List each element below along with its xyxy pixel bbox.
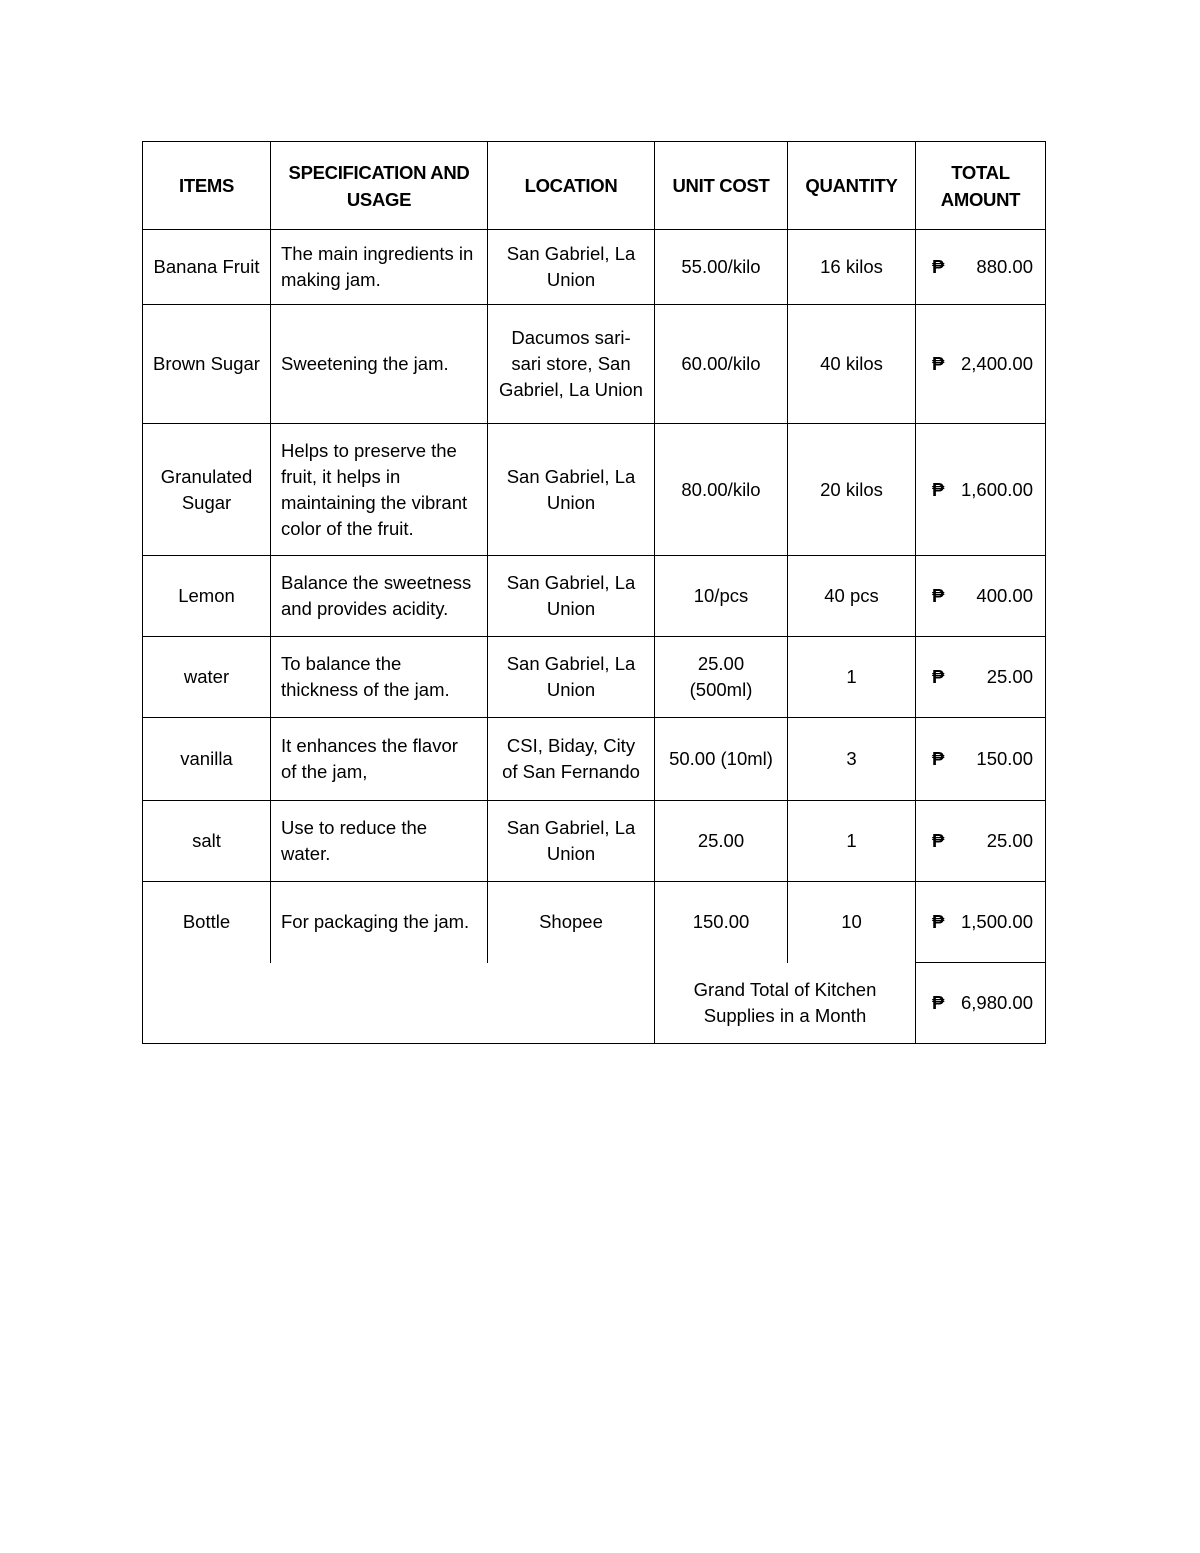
spec-cell: Use to reduce the water. xyxy=(271,801,488,882)
peso-sign: ₱ xyxy=(932,748,945,769)
table-row xyxy=(143,801,1046,882)
peso-sign: ₱ xyxy=(932,666,945,687)
table-row xyxy=(143,230,1046,305)
location-cell: San Gabriel, La Union xyxy=(488,801,655,882)
total-value: 25.00 xyxy=(986,830,1033,851)
spec-cell: Sweetening the jam. xyxy=(271,305,488,424)
item-cell: water xyxy=(143,637,271,718)
spec-cell: For packaging the jam. xyxy=(271,882,488,963)
total-amount-cell xyxy=(916,556,1046,637)
total-amount-cell xyxy=(916,305,1046,424)
location-cell: San Gabriel, La Union xyxy=(488,556,655,637)
total-amount-cell xyxy=(916,230,1046,305)
grand-total-label: Grand Total of Kitchen Supplies in a Month xyxy=(655,963,916,1044)
location-cell: San Gabriel, La Union xyxy=(488,637,655,718)
unit-cost-cell: 25.00 (500ml) xyxy=(655,637,788,718)
header-specification: SPECIFICATION AND USAGE xyxy=(271,142,488,230)
location-cell: San Gabriel, La Union xyxy=(488,424,655,556)
peso-sign: ₱ xyxy=(932,353,945,374)
total-amount-cell xyxy=(916,718,1046,801)
grand-total-row xyxy=(143,963,1046,1044)
item-cell: Brown Sugar xyxy=(143,305,271,424)
location-cell: San Gabriel, La Union xyxy=(488,230,655,305)
table-row xyxy=(143,424,1046,556)
unit-cost-cell: 80.00/kilo xyxy=(655,424,788,556)
total-amount-cell xyxy=(916,801,1046,882)
table-row xyxy=(143,718,1046,801)
total-amount-cell xyxy=(916,424,1046,556)
table-row xyxy=(143,882,1046,963)
peso-sign: ₱ xyxy=(932,992,945,1013)
table-row xyxy=(143,556,1046,637)
total-value: 1,600.00 xyxy=(960,478,1033,500)
grand-total-blank xyxy=(143,963,655,1044)
unit-cost-cell: 25.00 xyxy=(655,801,788,882)
total-value: 2,400.00 xyxy=(960,353,1033,374)
peso-sign: ₱ xyxy=(932,911,945,932)
item-cell: Bottle xyxy=(143,882,271,963)
quantity-cell: 1 xyxy=(788,801,916,882)
total-value: 25.00 xyxy=(986,666,1033,687)
total-value: 880.00 xyxy=(976,256,1033,277)
grand-total-amount xyxy=(916,963,1046,1044)
location-cell: Dacumos sari-sari store, San Gabriel, La Union xyxy=(488,305,655,424)
table-row xyxy=(143,637,1046,718)
total-value: 150.00 xyxy=(976,748,1033,769)
quantity-cell: 1 xyxy=(788,637,916,718)
unit-cost-cell: 150.00 xyxy=(655,882,788,963)
peso-sign: ₱ xyxy=(932,256,945,277)
spec-cell: It enhances the flavor of the jam, xyxy=(271,718,488,801)
location-cell: CSI, Biday, City of San Fernando xyxy=(488,718,655,801)
header-items: ITEMS xyxy=(143,142,271,230)
item-cell: salt xyxy=(143,801,271,882)
peso-sign: ₱ xyxy=(932,830,945,851)
header-unit-cost: UNIT COST xyxy=(655,142,788,230)
table-header-row xyxy=(143,142,1046,230)
total-value: 1,500.00 xyxy=(960,911,1033,932)
quantity-cell: 10 xyxy=(788,882,916,963)
total-value: 400.00 xyxy=(976,585,1033,606)
quantity-cell: 16 kilos xyxy=(788,230,916,305)
total-amount-cell xyxy=(916,637,1046,718)
spec-cell: Helps to preserve the fruit, it helps in maintaining the vibrant color of the fruit. xyxy=(271,424,488,556)
total-amount-cell xyxy=(916,882,1046,963)
location-cell: Shopee xyxy=(488,882,655,963)
spec-cell: To balance the thickness of the jam. xyxy=(271,637,488,718)
header-location: LOCATION xyxy=(488,142,655,230)
unit-cost-cell: 60.00/kilo xyxy=(655,305,788,424)
header-quantity: QUANTITY xyxy=(788,142,916,230)
unit-cost-cell: 10/pcs xyxy=(655,556,788,637)
peso-sign: ₱ xyxy=(932,478,945,500)
kitchen-supplies-table xyxy=(142,141,1046,1044)
quantity-cell: 40 kilos xyxy=(788,305,916,424)
quantity-cell: 3 xyxy=(788,718,916,801)
peso-sign: ₱ xyxy=(932,585,945,606)
header-total-amount: TOTAL AMOUNT xyxy=(916,142,1046,230)
unit-cost-cell: 55.00/kilo xyxy=(655,230,788,305)
unit-cost-cell: 50.00 (10ml) xyxy=(655,718,788,801)
quantity-cell: 20 kilos xyxy=(788,424,916,556)
item-cell: vanilla xyxy=(143,718,271,801)
spec-cell: The main ingredients in making jam. xyxy=(271,230,488,305)
table-row xyxy=(143,305,1046,424)
item-cell: Lemon xyxy=(143,556,271,637)
item-cell: Banana Fruit xyxy=(143,230,271,305)
grand-total-value: 6,980.00 xyxy=(960,992,1033,1013)
spec-cell: Balance the sweetness and provides acidity. xyxy=(271,556,488,637)
item-cell: Granulated Sugar xyxy=(143,424,271,556)
quantity-cell: 40 pcs xyxy=(788,556,916,637)
